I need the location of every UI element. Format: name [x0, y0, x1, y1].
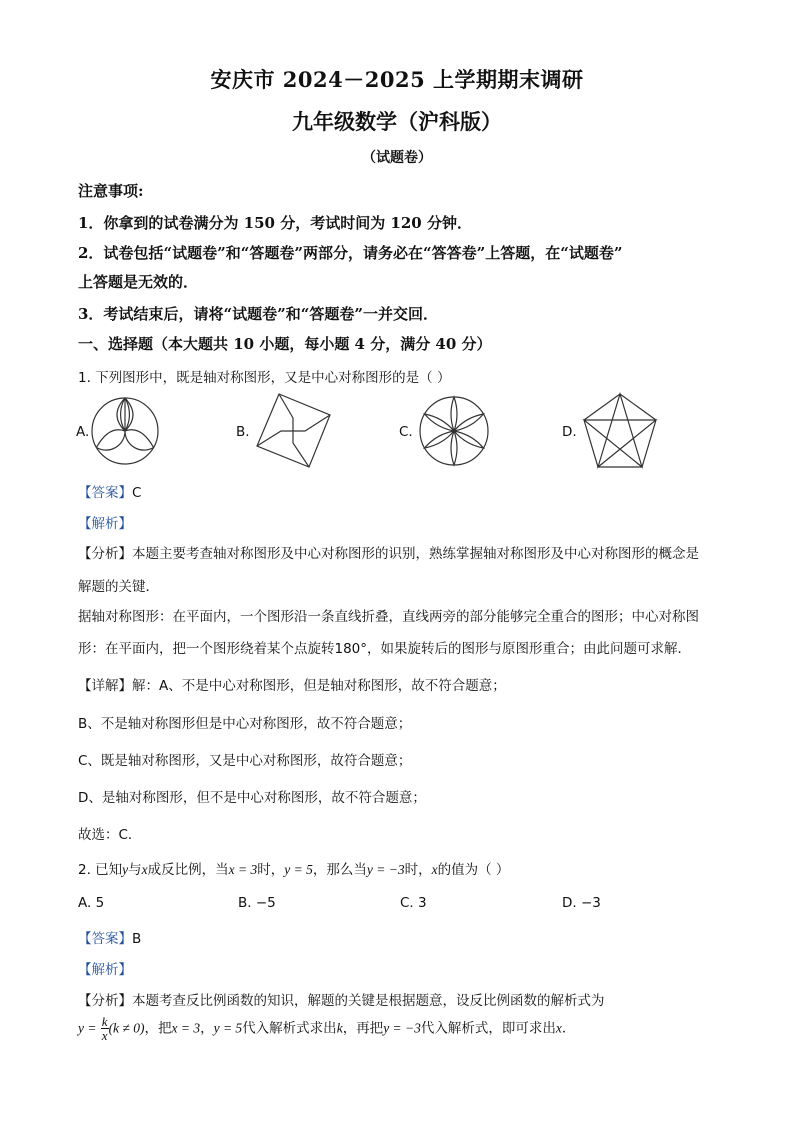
q1-option-b-label: B. [236, 424, 250, 440]
q2-text-part: ，再把 [342, 1020, 384, 1037]
q2-stem-part: 时， [257, 862, 285, 878]
q1-conclusion: 故选：C． [78, 827, 142, 843]
q1-detail-b: B、不是轴对称图形但是中心对称图形，故不符合题意； [78, 716, 412, 732]
q2-condition-y-new: y = −3 [366, 862, 405, 877]
q2-text-part: ，把 [144, 1020, 172, 1037]
q2-fenxi-tag: 【分析】 [78, 993, 132, 1009]
notice-item-3: 3．考试结束后，请将“试题卷”和“答题卷”一并交回． [78, 305, 438, 323]
q1-fenxi-line-2: 解题的关键． [78, 579, 159, 595]
section-heading: 一、选择题（本大题共 10 小题，每小题 4 分，满分 40 分） [78, 335, 492, 353]
q2-text-part: 代入解析式求出 [242, 1020, 337, 1037]
q2-sub-y: y = 5 [213, 1020, 243, 1036]
q1-answer [78, 481, 141, 501]
q1-option-c-label: C. [399, 424, 413, 440]
q2-condition-x: x = 3 [228, 862, 258, 877]
q2-answer-value: B [132, 931, 142, 947]
q1-detail-a [78, 674, 506, 694]
q2-stem-part: 时， [404, 862, 432, 878]
q2-sub-x: x = 3 [171, 1020, 201, 1036]
exam-subtitle: 九年级数学（沪科版） [292, 109, 502, 134]
q1-detail-tag: 【详解】 [78, 678, 132, 694]
q2-sub-y-new: y = −3 [383, 1020, 421, 1036]
q1-fenxi-tag: 【分析】 [78, 546, 132, 562]
q2-fenxi-text: 本题考查反比例函数的知识，解题的关键是根据题意，设反比例函数的解析式为 [132, 993, 605, 1009]
notice-item-2-cont: 上答题是无效的． [78, 273, 199, 291]
q2-stem-part: 与 [128, 862, 142, 878]
q2-formula-lhs: y = [78, 1020, 97, 1036]
q2-answer [78, 927, 141, 947]
q2-option-d: D. −3 [562, 895, 601, 911]
q1-fenxi-text: 本题主要考查轴对称图形及中心对称图形的识别，熟练掌握轴对称图形及中心对称图形的概念是 [132, 546, 699, 562]
q1-figure-d-icon [580, 391, 660, 471]
q1-definition-line-2: 形：在平面内，把一个图形绕着某个点旋转180°，如果旋转后的图形与原图形重合；由此问题可求解． [78, 641, 692, 657]
q2-var-k: k [336, 1020, 343, 1036]
q1-detail-c: C、既是轴对称图形，又是中心对称图形，故符合题意； [78, 753, 412, 769]
q2-formula-numerator: k [101, 1014, 108, 1029]
q2-var-x: x [141, 862, 148, 877]
q1-definition-line-1: 据轴对称图形：在平面内，一个图形沿一条直线折叠，直线两旁的部分能够完全重合的图形；中心对称图 [78, 609, 699, 625]
q2-stem [78, 858, 509, 878]
q1-figure-a-icon [89, 395, 161, 467]
q1-answer-tag: 【答案】 [78, 485, 132, 501]
q1-fenxi-line-1 [78, 542, 699, 562]
q2-stem-part: 成反比例，当 [147, 862, 229, 878]
q2-answer-tag: 【答案】 [78, 931, 132, 947]
q2-fenxi-line-2 [78, 1015, 575, 1042]
q2-text-part: ， [200, 1020, 214, 1037]
q2-formula-denominator: x [101, 1028, 108, 1043]
q2-var-x: x [555, 1020, 562, 1036]
q1-figure-b-icon [253, 391, 333, 471]
q2-stem-part: 2. 已知 [78, 862, 123, 878]
q1-stem: 1. 下列图形中，既是轴对称图形，又是中心对称图形的是（ ） [78, 370, 451, 386]
q2-text-part: ． [561, 1020, 576, 1037]
q2-text-part: 代入解析式，即可求出 [420, 1020, 556, 1037]
q2-var-x: x [431, 862, 438, 877]
q2-option-c: C. 3 [400, 895, 427, 911]
q1-detail-a-text: 解：A、不是中心对称图形，但是轴对称图形，故不符合题意； [132, 678, 506, 694]
notice-item-1: 1．你拿到的试卷满分为 150 分，考试时间为 120 分钟． [78, 214, 472, 232]
q1-option-d-label: D. [562, 424, 577, 440]
exam-title: 安庆市 2024－2025 上学期期末调研 [210, 67, 584, 92]
q2-formula-condition: (k ≠ 0) [108, 1020, 145, 1036]
q1-figure-c-icon [418, 395, 490, 467]
paper-type: （试题卷） [362, 150, 432, 166]
q1-analysis-tag: 【解析】 [78, 516, 132, 532]
q1-answer-value: C [132, 485, 142, 501]
notice-heading: 注意事项: [78, 182, 144, 200]
q2-stem-part: 的值为（ ） [437, 862, 510, 878]
q2-stem-part: ，那么当 [312, 862, 367, 878]
q1-option-a-label: A. [76, 424, 90, 440]
q2-formula-fraction [101, 1015, 109, 1042]
q2-condition-y: y = 5 [284, 862, 313, 877]
q2-fenxi-line-1 [78, 989, 605, 1009]
q2-analysis-tag: 【解析】 [78, 962, 132, 978]
q2-option-a: A. 5 [78, 895, 105, 911]
notice-item-2: 2．试卷包括“试题卷”和“答题卷”两部分，请务必在“答答卷”上答题，在“试题卷” [78, 244, 623, 262]
q1-detail-d: D、是轴对称图形，但不是中心对称图形，故不符合题意； [78, 790, 426, 806]
q2-var-y: y [122, 862, 129, 877]
q2-option-b: B. −5 [238, 895, 276, 911]
